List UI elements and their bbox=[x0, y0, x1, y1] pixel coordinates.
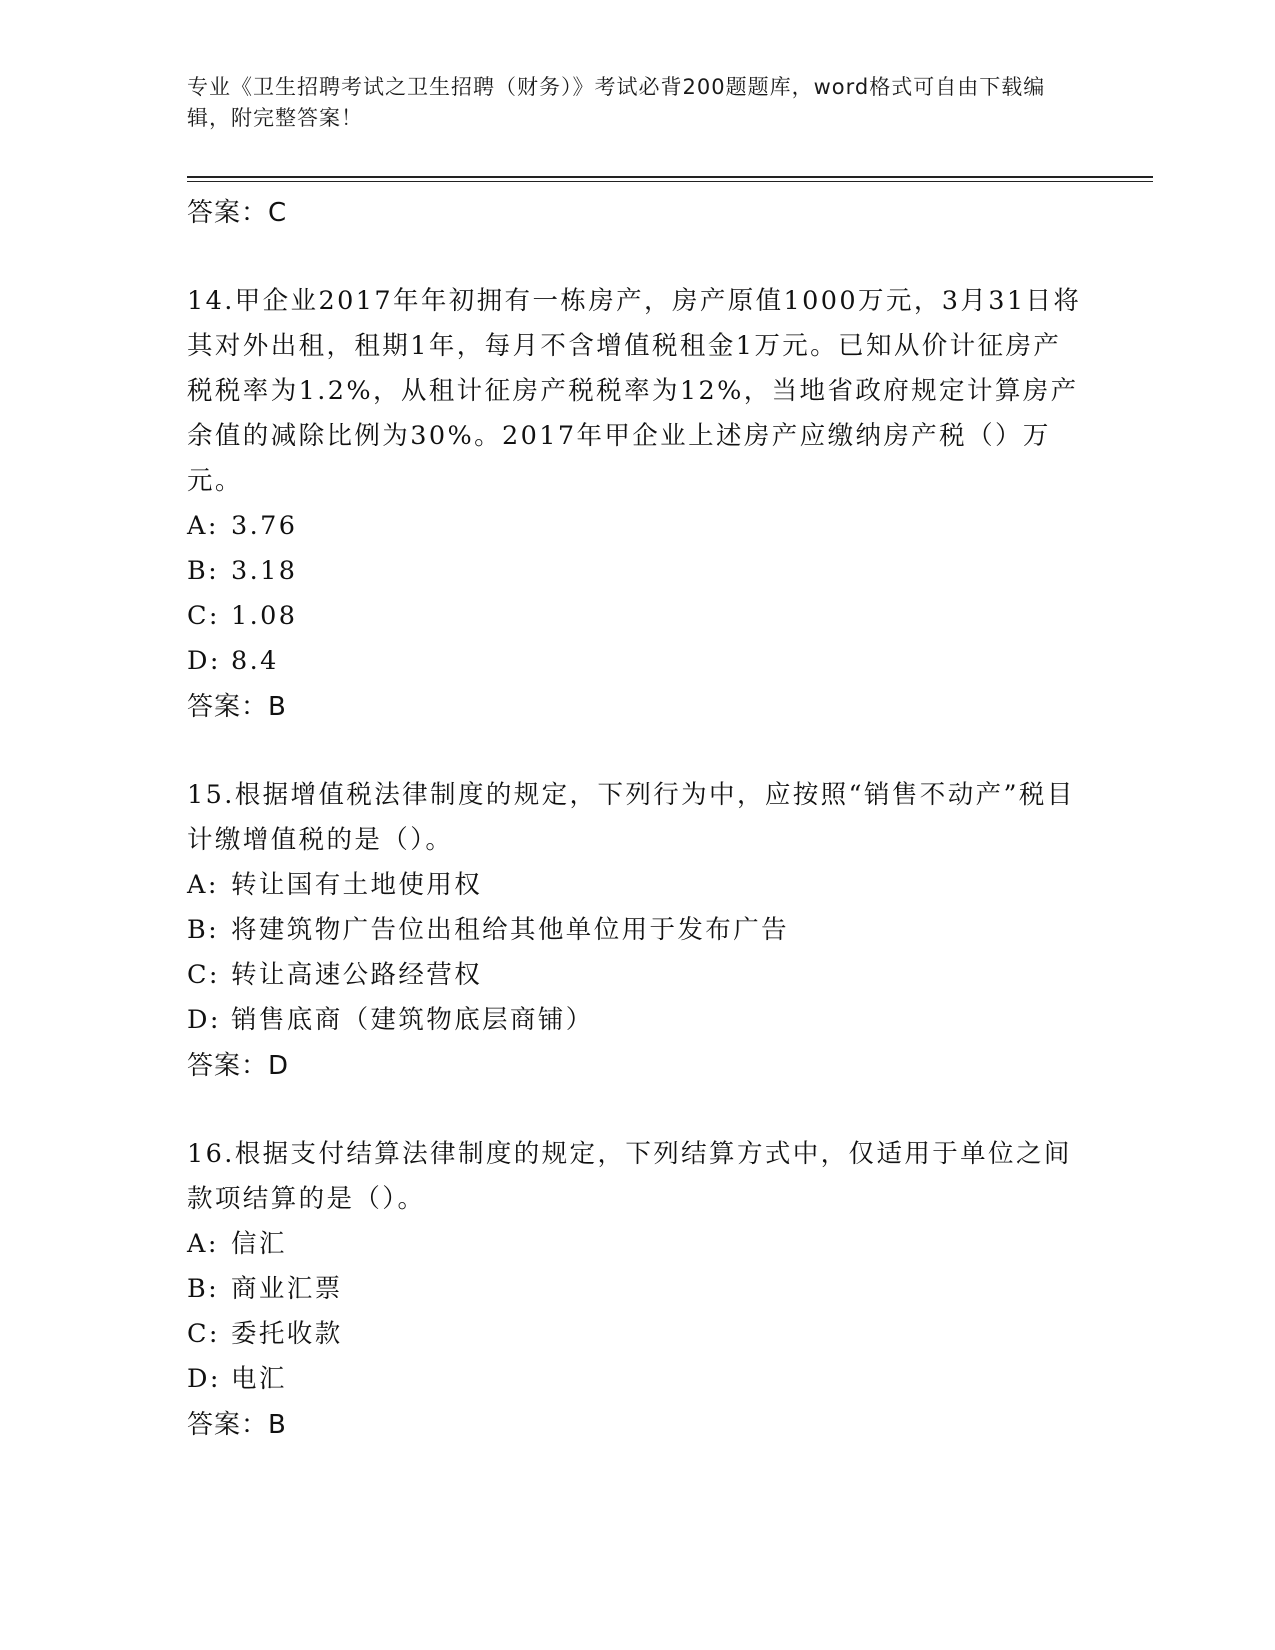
option-text: 委托收款 bbox=[231, 1319, 343, 1349]
document-header: 专业《卫生招聘考试之卫生招聘（财务）》考试必背200题题库，word格式可自由下载编辑，附完整答案！ bbox=[187, 75, 1046, 130]
option-text: 转让国有土地使用权 bbox=[231, 870, 483, 900]
option-b bbox=[187, 908, 1087, 953]
option-a bbox=[187, 504, 1087, 549]
question-stem: 14.甲企业2017年年初拥有一栋房产，房产原值1000万元，3月31日将其对外出租，租期1年，每月不含增值税租金1万元。已知从价计征房产税税率为1.2%，从租计征房产税税率为12%，当地省政府规定计算房产余值的减除比例为30%。2017年甲企业上述房产应缴纳房产税（）万元。 bbox=[187, 286, 1082, 496]
option-d bbox=[187, 639, 1087, 684]
option-key: B: bbox=[187, 1274, 220, 1304]
option-text: 将建筑物广告位出租给其他单位用于发布广告 bbox=[231, 915, 790, 945]
question-14 bbox=[187, 279, 1087, 730]
option-text: 电汇 bbox=[231, 1364, 287, 1394]
option-b bbox=[187, 549, 1087, 594]
question-16 bbox=[187, 1132, 1087, 1448]
option-key: A: bbox=[187, 870, 219, 900]
option-key: C: bbox=[187, 1319, 220, 1349]
answer-line: 答案：B bbox=[187, 692, 287, 722]
option-key: C: bbox=[187, 601, 220, 631]
answer-line: 答案：D bbox=[187, 1051, 290, 1081]
header-rule-thin bbox=[187, 181, 1153, 182]
option-key: A: bbox=[187, 1229, 219, 1259]
option-key: D: bbox=[187, 1364, 221, 1394]
question-stem: 15.根据增值税法律制度的规定，下列行为中，应按照“销售不动产”税目计缴增值税的是（）。 bbox=[187, 780, 1075, 855]
question-stem: 16.根据支付结算法律制度的规定，下列结算方式中，仅适用于单位之间款项结算的是（）。 bbox=[187, 1139, 1072, 1214]
option-text: 信汇 bbox=[231, 1229, 287, 1259]
option-text: 3.18 bbox=[231, 556, 298, 586]
option-text: 销售底商（建筑物底层商铺） bbox=[231, 1005, 594, 1035]
option-key: A: bbox=[187, 511, 219, 541]
option-d bbox=[187, 1357, 1087, 1402]
header-rule-thick bbox=[187, 176, 1153, 178]
option-text: 1.08 bbox=[231, 601, 298, 631]
option-c bbox=[187, 953, 1087, 998]
option-text: 商业汇票 bbox=[231, 1274, 343, 1304]
option-text: 转让高速公路经营权 bbox=[231, 960, 483, 990]
option-key: D: bbox=[187, 1005, 221, 1035]
option-d bbox=[187, 998, 1087, 1043]
option-a bbox=[187, 1222, 1087, 1267]
answer-line: 答案：B bbox=[187, 1410, 287, 1440]
option-c bbox=[187, 594, 1087, 639]
question-15 bbox=[187, 773, 1087, 1089]
question-list bbox=[187, 190, 1087, 1448]
option-key: B: bbox=[187, 556, 220, 586]
option-key: C: bbox=[187, 960, 220, 990]
option-key: D: bbox=[187, 646, 221, 676]
previous-answer: 答案：C bbox=[187, 198, 288, 228]
option-a bbox=[187, 863, 1087, 908]
option-b bbox=[187, 1267, 1087, 1312]
option-text: 8.4 bbox=[231, 646, 279, 676]
option-text: 3.76 bbox=[231, 511, 298, 541]
option-c bbox=[187, 1312, 1087, 1357]
option-key: B: bbox=[187, 915, 220, 945]
